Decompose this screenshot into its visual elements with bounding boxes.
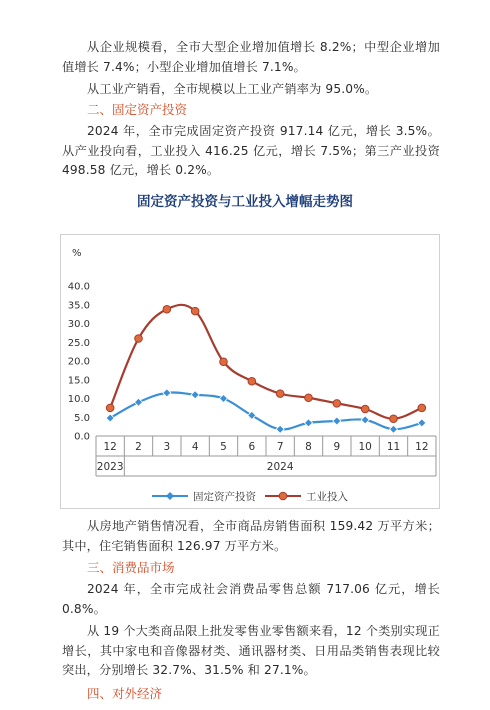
- paragraph-industrial-sales: 从工业产销看，全市规模以上工业产销率为 95.0%。: [87, 82, 378, 96]
- y-tick-label: 5.0: [74, 412, 90, 424]
- data-point-fixed-assets: [361, 416, 369, 424]
- series-line-fixed-assets: [110, 392, 422, 429]
- y-tick-label: 20.0: [67, 356, 90, 368]
- data-point-industrial: [135, 335, 143, 343]
- year-label: 2023: [96, 461, 124, 473]
- chart-title: 固定资产投资与工业投入增幅走势图: [137, 194, 353, 210]
- data-point-industrial: [163, 305, 171, 313]
- data-point-industrial: [106, 404, 114, 412]
- data-point-industrial: [361, 405, 369, 413]
- heading-foreign-economy: 四、对外经济: [87, 686, 163, 701]
- data-point-fixed-assets: [220, 395, 228, 403]
- x-tick-label: 9: [333, 441, 341, 453]
- data-point-fixed-assets: [276, 425, 284, 433]
- legend-marker-fixed-assets: [166, 492, 174, 500]
- y-tick-label: 10.0: [67, 394, 90, 405]
- data-point-fixed-assets: [163, 389, 171, 397]
- x-tick-label: 6: [248, 441, 256, 453]
- data-point-industrial: [248, 377, 256, 385]
- x-tick-label: 2: [135, 441, 142, 453]
- data-point-industrial: [191, 307, 199, 315]
- y-tick-label: 0.0: [74, 431, 90, 443]
- x-tick-label: 5: [220, 441, 227, 453]
- series-line-industrial: [110, 305, 422, 419]
- paragraph-fixed-assets: 2024 年，全市完成固定资产投资 917.14 亿元，增长 3.5%。从产业投向看，工业投入 416.25 亿元，增长 7.5%；第三产业投资 498.58 亿元，增长 0.2%。: [62, 124, 440, 177]
- paragraph-real-estate: 从房地产销售情况看，全市商品房销售面积 159.42 万平方米；其中，住宅销售面积 126.97 万平方米。: [62, 519, 440, 553]
- data-point-industrial: [390, 415, 398, 423]
- data-point-fixed-assets: [333, 417, 341, 425]
- line-chart: [60, 234, 440, 509]
- data-point-industrial: [220, 358, 228, 366]
- y-tick-label: 25.0: [67, 337, 90, 349]
- data-point-fixed-assets: [191, 391, 199, 399]
- paragraph-retail-categories: 从 19 个大类商品限上批发零售业零售额来看，12 个类别实现正增长，其中家电和音像器材类、通讯器材类、日用品类销售表现比较突出，分别增长 32.7%、31.5% 和 27.1%。: [62, 624, 440, 677]
- data-point-industrial: [333, 400, 341, 408]
- x-tick-label: 4: [191, 441, 199, 453]
- data-point-fixed-assets: [135, 398, 143, 406]
- data-point-fixed-assets: [418, 419, 426, 427]
- x-tick-label: 7: [276, 441, 284, 453]
- data-point-fixed-assets: [305, 419, 313, 427]
- data-point-industrial: [305, 394, 313, 402]
- heading-consumer-market: 三、消费品市场: [87, 560, 175, 575]
- data-point-industrial: [276, 390, 284, 398]
- x-tick-label: 10: [358, 441, 372, 453]
- x-tick-label: 11: [386, 441, 401, 453]
- y-tick-label: 35.0: [67, 300, 90, 312]
- legend-label-industrial: 工业投入: [306, 491, 348, 503]
- x-tick-label: 3: [163, 441, 171, 453]
- y-tick-label: 30.0: [67, 319, 90, 330]
- x-tick-label: 8: [305, 441, 312, 453]
- y-tick-label: 40.0: [67, 281, 90, 293]
- data-point-industrial: [418, 404, 426, 412]
- year-label: 2024: [266, 461, 294, 473]
- x-tick-label: 12: [103, 441, 117, 453]
- paragraph-enterprise-scale: 从企业规模看，全市大型企业增加值增长 8.2%；中型企业增加值增长 7.4%；小型企业增加值增长 7.1%。: [62, 40, 440, 74]
- legend-marker-industrial: [279, 492, 287, 500]
- y-tick-label: 15.0: [67, 375, 90, 387]
- heading-fixed-assets: 二、固定资产投资: [87, 102, 188, 117]
- paragraph-retail-total: 2024 年，全市完成社会消费品零售总额 717.06 亿元，增长 0.8%。: [62, 582, 440, 616]
- data-point-fixed-assets: [390, 425, 398, 433]
- y-axis-unit-label: %: [72, 248, 82, 259]
- x-tick-label: 12: [415, 441, 429, 453]
- legend-label-fixed-assets: 固定资产投资: [193, 491, 256, 503]
